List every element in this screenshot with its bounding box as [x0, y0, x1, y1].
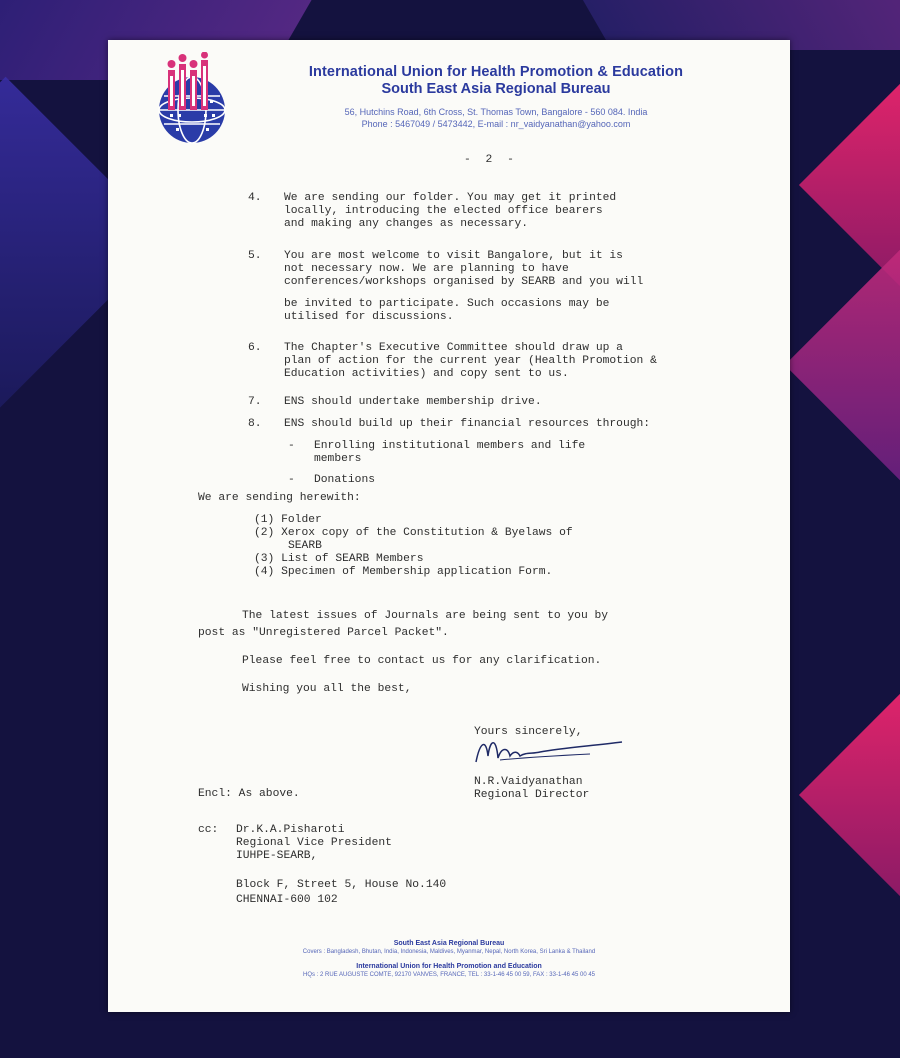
enclosure-item: (1) Folder: [254, 514, 322, 526]
letterhead: [256, 64, 736, 129]
sub-bullet-dash: -: [288, 474, 295, 486]
enclosure-item: (3) List of SEARB Members: [254, 553, 424, 565]
bg-shape: [799, 689, 900, 901]
signatory-title: Regional Director: [474, 789, 590, 801]
bureau-name: South East Asia Regional Bureau: [381, 81, 611, 97]
item-text: We are sending our folder. You may get it printed locally, introducing the elected office bearers and making any changes as necessary.: [284, 192, 617, 230]
item-text: You are most welcome to visit Bangalore, but it is not necessary now. We are planning to have conferences/workshops organised by SEARB and you will: [284, 250, 644, 288]
org-address: 56, Hutchins Road, 6th Cross, St. Thomas Town, Bangalore - 560 084. India: [344, 107, 648, 117]
closing-line: Yours sincerely,: [474, 726, 583, 738]
bg-shape: [785, 245, 900, 485]
item-text: ENS should build up their financial resources through:: [284, 418, 651, 430]
enclosure-item: (2) Xerox copy of the Constitution & Byelaws of: [254, 527, 573, 539]
item-number: 6.: [248, 342, 262, 354]
clarification-line: Please feel free to contact us for any clarification.: [242, 655, 602, 667]
wishing-line: Wishing you all the best,: [242, 683, 412, 695]
enclosure-list: [254, 514, 573, 579]
sub-bullet-text: Donations: [314, 474, 376, 486]
org-name: International Union for Health Promotion & Education: [308, 64, 684, 80]
journals-paragraph: The latest issues of Journals are being sent to you by: [242, 610, 609, 622]
enclosure-item: (4) Specimen of Membership application Form.: [254, 566, 553, 578]
sub-bullet-text: Enrolling institutional members and life members: [314, 440, 586, 465]
page-number: - 2 -: [464, 154, 518, 166]
footer-bureau-title: South East Asia Regional Bureau: [393, 940, 505, 947]
bg-shape: [799, 79, 900, 291]
cc-address: Block F, Street 5, House No.140 CHENNAI-600 102: [236, 879, 447, 906]
sub-bullet-dash: -: [288, 440, 295, 452]
journals-paragraph-continued: post as "Unregistered Parcel Packet".: [198, 627, 449, 639]
herewith-intro: We are sending herewith:: [198, 492, 361, 504]
item-text-continued: be invited to participate. Such occasions may be utilised for discussions.: [284, 298, 610, 323]
footer-union-title: International Union for Health Promotion and Education: [356, 963, 542, 970]
enclosure-item-continued: SEARB: [288, 540, 322, 552]
footer-covers: Covers : Bangladesh, Bhutan, India, Indonesia, Maldives, Myanmar, Nepal, North Korea, Sri Lanka & Thailand: [302, 949, 596, 955]
iuhpe-logo-icon: [156, 52, 232, 148]
item-number: 5.: [248, 250, 262, 262]
item-number: 8.: [248, 418, 262, 430]
item-text: ENS should undertake membership drive.: [284, 396, 542, 408]
signature-icon: [470, 732, 630, 772]
footer-hq: HQs : 2 RUE AUGUSTE COMTE, 92170 VANVES, FRANCE, TEL : 33-1-46 45 00 59, FAX : 33-1-46 45 00 45: [302, 972, 596, 978]
signatory-name: N.R.Vaidyanathan: [474, 776, 583, 788]
item-number: 7.: [248, 396, 262, 408]
org-contact: Phone : 5467049 / 5473442, E-mail : nr_vaidyanathan@yahoo.com: [361, 119, 631, 129]
enclosure-note: Encl: As above.: [198, 788, 300, 800]
item-text: The Chapter's Executive Committee should draw up a plan of action for the current year (Health Promotion & Education activities) and copy sent to us.: [284, 342, 657, 380]
signatory-block: [474, 776, 589, 802]
footer: [108, 940, 790, 978]
cc-prefix: cc:: [198, 824, 219, 836]
letter-page: [108, 40, 790, 1012]
item-number: 4.: [248, 192, 262, 204]
cc-recipient: Dr.K.A.Pisharoti Regional Vice President IUHPE-SEARB,: [236, 824, 392, 862]
